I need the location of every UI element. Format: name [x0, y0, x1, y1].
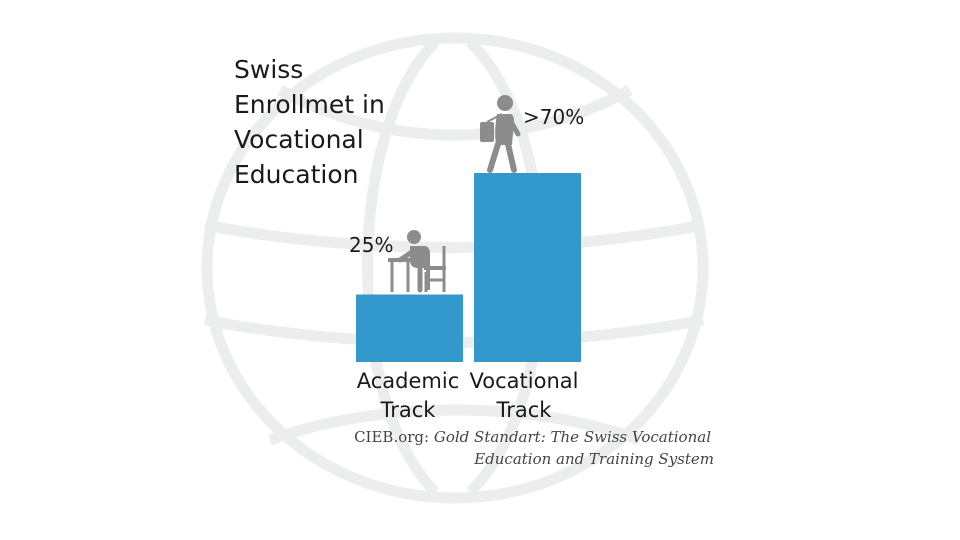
chart-title-line: Vocational [234, 125, 364, 154]
bar-academic-track [356, 295, 463, 363]
category-label-line: Academic [356, 369, 460, 393]
chart-title-line: Education [234, 160, 359, 189]
bar-vocational-track [474, 173, 581, 362]
data-label-academic-track: 25% [349, 233, 394, 257]
source-prefix: CIEB.org: [354, 428, 434, 446]
category-label-line: Track [496, 398, 552, 422]
source-line: Education and Training System [474, 450, 714, 468]
student-at-desk-icon [388, 230, 446, 292]
data-label-vocational-track: >70% [523, 105, 585, 129]
walking-student-icon [480, 95, 518, 170]
source-line [354, 428, 711, 446]
source-title: Gold Standart: The Swiss Vocational [433, 428, 711, 446]
category-label-line: Vocational [469, 369, 579, 393]
chart-title-line: Enrollmet in [234, 90, 385, 119]
chart-title-line: Swiss [234, 55, 304, 84]
category-label-line: Track [380, 398, 436, 422]
